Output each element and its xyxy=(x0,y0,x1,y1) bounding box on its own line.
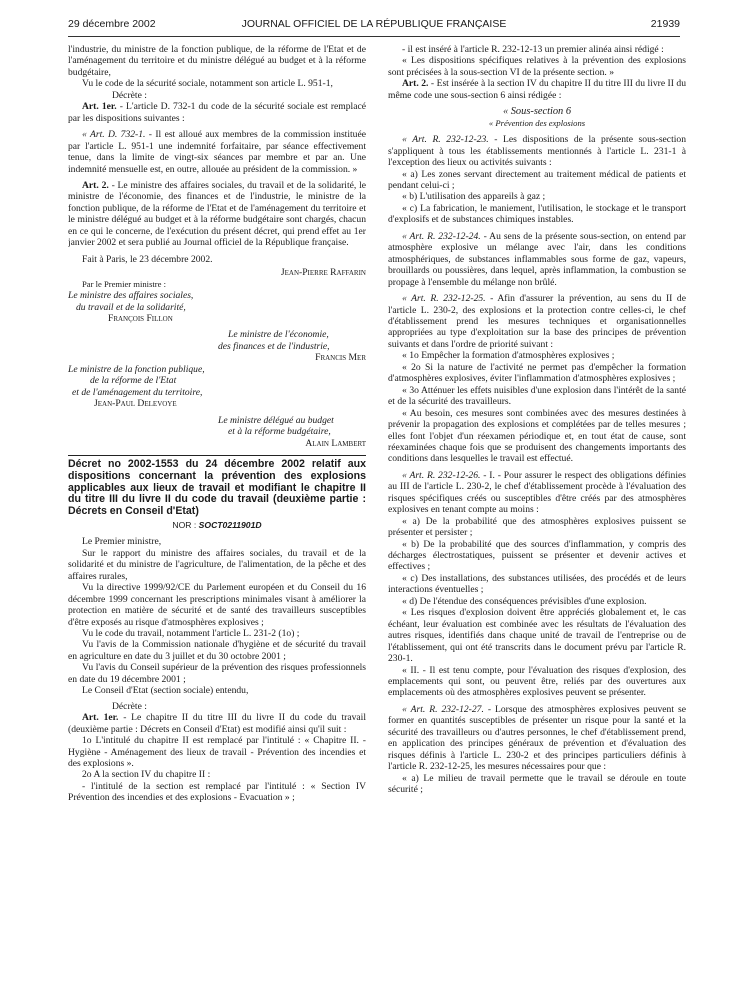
header-page-number: 21939 xyxy=(650,18,680,30)
minister-title: Le ministre de la fonction publique, xyxy=(68,363,205,375)
paragraph: « Les risques d'explosion doivent être appréciés globalement et, le cas échéant, leur évaluation est combinée avec les résultats de l'évaluation des autres risques, identifiés dans chaque unité de travail de l'entreprise ou de l'établissement, qui ont été transcrits dans le document prévu par l'article R. 230-1. xyxy=(388,607,686,665)
header-journal-title: JOURNAL OFFICIEL DE LA RÉPUBLIQUE FRANÇAISE xyxy=(241,18,507,30)
paragraph: « b) L'utilisation des appareils à gaz ; xyxy=(402,191,546,203)
paragraph: Vu le code de la sécurité sociale, notamment son article L. 951-1, xyxy=(82,78,333,90)
article-paragraph xyxy=(388,470,686,516)
paragraph: « 2o Si la nature de l'activité ne permet pas d'empêcher la formation d'atmosphères explosives, éviter l'inflammation d'atmosphères explosives ; xyxy=(388,361,686,385)
minister-title: de la réforme de l'Etat xyxy=(90,375,177,387)
article-text: - Est insérée à la section IV du chapitre II du titre III du livre II du même code une sous-section 6 ainsi rédigée : xyxy=(388,78,686,101)
article-paragraph xyxy=(388,293,686,350)
article-text: - Il est alloué aux membres de la commission instituée par l'article L. 951-1 une indemnité forfaitaire, par séance effectivement tenue, dans la limite de vingt-six séances par membre et par an. Une indemnité mensuelle est, en outre, allouée au président de la commission. » xyxy=(68,129,366,175)
minister-title: des finances et de l'industrie, xyxy=(218,340,330,352)
paragraph: 1o L'intitulé du chapitre II est remplacé par l'intitulé : « Chapitre II. - Hygiène - Aménagement des lieux de travail - Prévention des incendies et des explosions ». xyxy=(68,735,366,769)
decrete-heading: Décrète : xyxy=(112,89,147,101)
minister-name: Alain Lambert xyxy=(305,437,366,449)
paragraph: « c) Des installations, des substances utilisées, des procédés et de leurs interactions éventuelles ; xyxy=(388,572,686,596)
article-label: « Art. R. 232-12-25. xyxy=(402,293,486,305)
minister-title: Le ministre de l'économie, xyxy=(228,329,329,341)
article-text: - Les dispositions de la présente sous-section s'appliquent à tous les établissements mentionnés à l'article L. 231-1 à l'exception des lieux ou activités suivants : xyxy=(388,134,686,169)
subsection-heading: « Sous-section 6 xyxy=(502,106,572,118)
minister-title: Le ministre délégué au budget xyxy=(218,414,334,426)
article-label: Art. 1er. xyxy=(82,712,119,724)
quote-paragraph xyxy=(68,129,366,175)
article-paragraph xyxy=(68,712,366,735)
paragraph: - l'intitulé de la section est remplacé par l'intitulé : « Section IV Prévention des incendies et des explosions - Evacuation » ; xyxy=(68,780,366,804)
minister-title: Le ministre des affaires sociales, xyxy=(68,290,194,302)
article-label: Art. 2. xyxy=(82,179,109,191)
paragraph: Sur le rapport du ministre des affaires sociales, du travail et de la solidarité et du ministre de l'agriculture, de l'alimentation, de la pêche et des affaires rurales, xyxy=(68,547,366,582)
signature-prime-minister: Jean-Pierre Raffarin xyxy=(280,267,366,279)
fait-line: Fait à Paris, le 23 décembre 2002. xyxy=(82,253,213,265)
decree-title: Décret no 2002-1553 du 24 décembre 2002 relatif aux dispositions concernant la prévention des explosions applicables aux lieux de travail et modifiant le chapitre II du titre III du livre II du code du travail (deuxième partie : Décrets en Conseil d'Etat) xyxy=(68,457,366,518)
paragraph: - il est inséré à l'article R. 232-12-13 un premier alinéa ainsi rédigé : xyxy=(402,44,664,55)
paragraph: l'industrie, du ministre de la fonction publique, de la réforme de l'Etat et de l'aménagement du territoire et du ministre délégué au budget et à la réforme budgétaire, xyxy=(68,44,366,78)
paragraph: Vu le code du travail, notamment l'article L. 231-2 (1o) ; xyxy=(82,628,300,640)
article-text: - L'article D. 732-1 du code de la sécurité sociale est remplacé par les dispositions suivantes : xyxy=(68,101,366,124)
paragraph: « d) De l'étendue des conséquences prévisibles d'une explosion. xyxy=(402,595,647,607)
article-text: - Le chapitre II du titre III du livre II du code du travail (deuxième partie : Décrets en Conseil d'Etat) est modifié ainsi qu'il suit : xyxy=(68,712,366,735)
nor-code: SOCT0211901D xyxy=(198,519,262,530)
article-text: - Lorsque des atmosphères explosives peuvent se former en quantités susceptibles de présenter un risque pour la santé et la sécurité des travailleurs ou d'autres personnes, le chef d'établissement prend, en application des principes généraux de prévention et d'évaluation des risques définis à l'article L. 230-2 et des principes particuliers définis à l'article R. 232-12-25, les mesures nécessaires pour que : xyxy=(388,703,686,773)
paragraph: « 3o Atténuer les effets nuisibles d'une explosion dans l'intérêt de la santé et de la sécurité des travailleurs. xyxy=(388,384,686,408)
paragraph: « Les dispositions spécifiques relatives à la prévention des explosions sont précisées à la sous-section VI de la présente section. » xyxy=(388,55,686,78)
header-rule xyxy=(68,36,680,37)
left-column xyxy=(68,44,366,984)
article-label: « Art. R. 232-12-24. xyxy=(402,230,481,242)
minister-title: et de l'aménagement du territoire, xyxy=(72,386,203,398)
minister-name: Francis Mer xyxy=(315,352,366,364)
paragraph: Vu l'avis du Conseil supérieur de la prévention des risques professionnels en date du 19 décembre 2001 ; xyxy=(68,662,366,685)
paragraph: « 1o Empêcher la formation d'atmosphères explosives ; xyxy=(402,350,615,362)
article-paragraph xyxy=(68,180,366,249)
paragraph: « a) De la probabilité que des atmosphères explosives puissent se présenter et persister ; xyxy=(388,515,686,539)
article-label: « Art. R. 232-12-27. xyxy=(402,703,484,715)
article-label: Art. 1er. xyxy=(82,101,117,113)
paragraph: Vu la directive 1999/92/CE du Parlement européen et du Conseil du 16 décembre 1999 concernant les prescriptions minimales visant à améliorer la protection en matière de sécurité et de santé des travailleurs susceptibles d'être exposés au risque d'atmosphères explosives ; xyxy=(68,582,366,628)
article-paragraph xyxy=(388,134,686,168)
paragraph: 2o A la section IV du chapitre II : xyxy=(82,769,211,781)
par-le-premier-ministre: Par le Premier ministre : xyxy=(82,278,167,289)
paragraph: Le Premier ministre, xyxy=(82,536,162,548)
paragraph: « a) Le milieu de travail permette que le travail se déroule en toute sécurité ; xyxy=(388,772,686,796)
right-column xyxy=(388,44,686,984)
page-header xyxy=(68,18,680,34)
article-text: - Au sens de la présente sous-section, on entend par atmosphère explosive un mélange avec l'air, dans les conditions atmosphériques, de substances inflammables sous forme de gaz, vapeurs, brouillards ou poussières, dans lequel, après inflammation, la combustion se propage à l'ensemble du mélange non brûlé. xyxy=(388,230,686,288)
article-paragraph xyxy=(68,101,366,124)
nor-label: NOR : xyxy=(172,519,199,530)
paragraph: « Au besoin, ces mesures sont combinées avec des mesures destinées à prévenir la propagation des explosions et complétées par de telles mesures ; elles font l'objet d'un réexamen périodique et, en tout état de cause, sont réexaminées chaque fois que se produisent des changements importants des conditions dans lesquelles le travail est effectué. xyxy=(388,407,686,465)
article-label: Art. 2. xyxy=(402,78,429,90)
article-label: « Art. D. 732-1. xyxy=(82,129,146,141)
header-date: 29 décembre 2002 xyxy=(68,18,156,30)
minister-name: Jean-Paul Delevoye xyxy=(94,398,177,410)
article-text: - Afin d'assurer la prévention, au sens du II de l'article L. 230-2, des explosions et la protection contre celles-ci, le chef d'établissement prend les mesures techniques et organisationnelles appropriées au type d'exploitation sur la base des principes de prévention suivants et dans l'ordre de priorité suivant : xyxy=(388,293,686,350)
article-label: « Art. R. 232-12-26. xyxy=(402,469,481,481)
section-divider xyxy=(68,455,366,456)
paragraph: Vu l'avis de la Commission nationale d'hygiène et de sécurité du travail en agriculture en date du 3 juillet et du 30 octobre 2001 ; xyxy=(68,639,366,662)
article-text: - Le ministre des affaires sociales, du travail et de la solidarité, le ministre de l'économie, des finances et de l'industrie, le ministre de la fonction publique, de la réforme de l'Etat et de l'aménagement du territoire et le ministre délégué au budget et à la réforme budgétaire sont chargés, chacun en ce qui le concerne, de l'exécution du présent décret, qui prend effet au 1er janvier 2002 et sera publié au Journal officiel de la République française. xyxy=(68,179,366,249)
article-paragraph xyxy=(388,231,686,288)
decrete-heading: Décrète : xyxy=(112,700,147,712)
minister-title: et à la réforme budgétaire, xyxy=(228,426,331,438)
article-label: « Art. R. 232-12-23. xyxy=(402,134,489,146)
nor-reference xyxy=(68,520,366,531)
paragraph: « a) Les zones servant directement au traitement médical de patients et pendant celui-ci ; xyxy=(388,168,686,191)
paragraph: « b) De la probabilité que des sources d'inflammation, y compris des décharges électrostatiques, puissent se présenter et devenir actives et effectives ; xyxy=(388,538,686,573)
article-paragraph xyxy=(388,704,686,773)
minister-title: du travail et de la solidarité, xyxy=(76,301,186,313)
article-text: - I. - Pour assurer le respect des obligations définies au III de l'article L. 230-2, le chef d'établissement procède à l'évaluation des risques spécifiques créés ou susceptibles d'être créés par des atmosphères explosives en tenant compte au moins : xyxy=(388,469,686,516)
minister-name: François Fillon xyxy=(108,312,173,324)
paragraph: « c) La fabrication, le maniement, l'utilisation, le stockage et le transport d'explosifs et de substances chimiques instables. xyxy=(388,202,686,226)
paragraph: « II. - Il est tenu compte, pour l'évaluation des risques d'explosion, des emplacements qui sont, ou peuvent être, reliés par des ouvertures aux emplacements où des atmosphères explosives peuvent se présenter. xyxy=(388,664,686,699)
subsection-subtitle: « Prévention des explosions xyxy=(488,117,586,128)
paragraph: Le Conseil d'Etat (section sociale) entendu, xyxy=(82,685,249,697)
article-paragraph xyxy=(388,78,686,101)
